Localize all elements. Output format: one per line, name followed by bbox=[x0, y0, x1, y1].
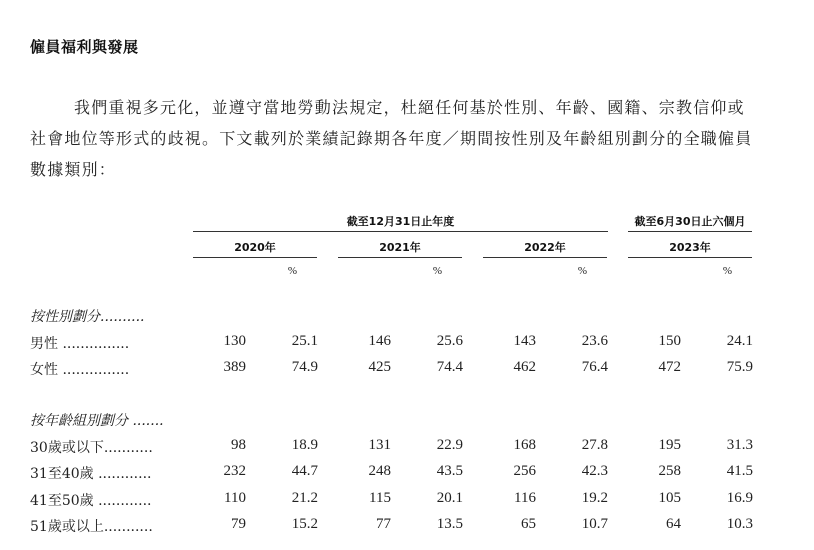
cell-age2-2020-pct: 44.7 bbox=[291, 463, 318, 479]
cell-male-2022-pct: 23.6 bbox=[581, 333, 608, 349]
cell-female-2020-pct: 74.9 bbox=[291, 359, 318, 375]
cell-age1-2023-count: 195 bbox=[658, 437, 681, 453]
pct-header-2022: % bbox=[577, 265, 587, 277]
cell-age1-2022-count: 168 bbox=[513, 437, 536, 453]
column-header-2023: 2023年 bbox=[669, 241, 711, 254]
cell-age2-2021-count: 248 bbox=[368, 463, 391, 479]
group-title-gender: 按性別劃分.......... bbox=[30, 309, 145, 325]
cell-female-2023-count: 472 bbox=[658, 359, 681, 375]
row-label-female: 女性 ............... bbox=[30, 362, 130, 378]
cell-age4-2021-pct: 13.5 bbox=[436, 516, 463, 532]
column-header-2020: 2020年 bbox=[234, 241, 276, 254]
column-header-2021: 2021年 bbox=[379, 241, 421, 254]
cell-age4-2021-count: 77 bbox=[376, 516, 391, 532]
cell-female-2022-count: 462 bbox=[513, 359, 536, 375]
pct-header-2023: % bbox=[722, 265, 732, 277]
row-label-age-31-40: 31至40歲 ............ bbox=[30, 466, 152, 482]
cell-male-2023-pct: 24.1 bbox=[726, 333, 753, 349]
cell-male-2023-count: 150 bbox=[658, 333, 681, 349]
pct-header-2021: % bbox=[432, 265, 442, 277]
cell-age3-2022-count: 116 bbox=[514, 490, 536, 506]
column-rule-2021 bbox=[338, 257, 462, 258]
cell-age4-2023-pct: 10.3 bbox=[726, 516, 753, 532]
cell-female-2023-pct: 75.9 bbox=[726, 359, 753, 375]
column-rule-2020 bbox=[193, 257, 317, 258]
cell-age1-2022-pct: 27.8 bbox=[581, 437, 608, 453]
column-rule-2023 bbox=[628, 257, 752, 258]
cell-age3-2020-pct: 21.2 bbox=[291, 490, 318, 506]
cell-age3-2023-pct: 16.9 bbox=[726, 490, 753, 506]
cell-male-2020-count: 130 bbox=[223, 333, 246, 349]
cell-female-2021-count: 425 bbox=[368, 359, 391, 375]
cell-age4-2020-count: 79 bbox=[231, 516, 246, 532]
column-header-2022: 2022年 bbox=[524, 241, 566, 254]
period-header-six-months-rule bbox=[628, 231, 752, 232]
period-header-six-months: 截至6月30日止六個月 bbox=[634, 215, 746, 228]
cell-age2-2021-pct: 43.5 bbox=[436, 463, 463, 479]
cell-age3-2021-pct: 20.1 bbox=[436, 490, 463, 506]
cell-age1-2020-pct: 18.9 bbox=[291, 437, 318, 453]
row-label-age-51-over: 51歲或以上........... bbox=[30, 519, 153, 535]
cell-age3-2023-count: 105 bbox=[658, 490, 681, 506]
row-label-age-41-50: 41至50歲 ............ bbox=[30, 493, 152, 509]
period-header-years-rule bbox=[193, 231, 608, 232]
cell-age4-2023-count: 64 bbox=[666, 516, 681, 532]
cell-age3-2022-pct: 19.2 bbox=[581, 490, 608, 506]
cell-age1-2023-pct: 31.3 bbox=[726, 437, 753, 453]
cell-age4-2020-pct: 15.2 bbox=[291, 516, 318, 532]
cell-age2-2023-pct: 41.5 bbox=[726, 463, 753, 479]
cell-age4-2022-pct: 10.7 bbox=[581, 516, 608, 532]
cell-female-2020-count: 389 bbox=[223, 359, 246, 375]
cell-age1-2021-count: 131 bbox=[368, 437, 391, 453]
cell-age3-2021-count: 115 bbox=[369, 490, 391, 506]
cell-age2-2023-count: 258 bbox=[658, 463, 681, 479]
pct-header-2020: % bbox=[287, 265, 297, 277]
column-rule-2022 bbox=[483, 257, 607, 258]
cell-age1-2020-count: 98 bbox=[231, 437, 246, 453]
cell-male-2021-count: 146 bbox=[368, 333, 391, 349]
cell-age3-2020-count: 110 bbox=[224, 490, 246, 506]
section-heading: 僱員福利與發展 bbox=[30, 38, 139, 56]
cell-male-2020-pct: 25.1 bbox=[291, 333, 318, 349]
intro-text: 我們重視多元化，並遵守當地勞動法規定，杜絕任何基於性別、年齡、國籍、宗教信仰或社會地位等形式的歧視。下文載列於業績記錄期各年度／期間按性別及年齡組別劃分的全職僱員數據類別： bbox=[30, 98, 753, 179]
row-label-male: 男性 ............... bbox=[30, 336, 130, 352]
cell-age2-2020-count: 232 bbox=[223, 463, 246, 479]
cell-male-2022-count: 143 bbox=[513, 333, 536, 349]
cell-female-2021-pct: 74.4 bbox=[436, 359, 463, 375]
cell-age4-2022-count: 65 bbox=[521, 516, 536, 532]
cell-female-2022-pct: 76.4 bbox=[581, 359, 608, 375]
row-label-age-30-under: 30歲或以下........... bbox=[30, 440, 153, 456]
group-title-age: 按年齡組別劃分 ....... bbox=[30, 413, 164, 429]
period-header-years: 截至12月31日止年度 bbox=[346, 215, 455, 228]
intro-paragraph bbox=[30, 92, 758, 185]
cell-age1-2021-pct: 22.9 bbox=[436, 437, 463, 453]
cell-male-2021-pct: 25.6 bbox=[436, 333, 463, 349]
cell-age2-2022-pct: 42.3 bbox=[581, 463, 608, 479]
cell-age2-2022-count: 256 bbox=[513, 463, 536, 479]
